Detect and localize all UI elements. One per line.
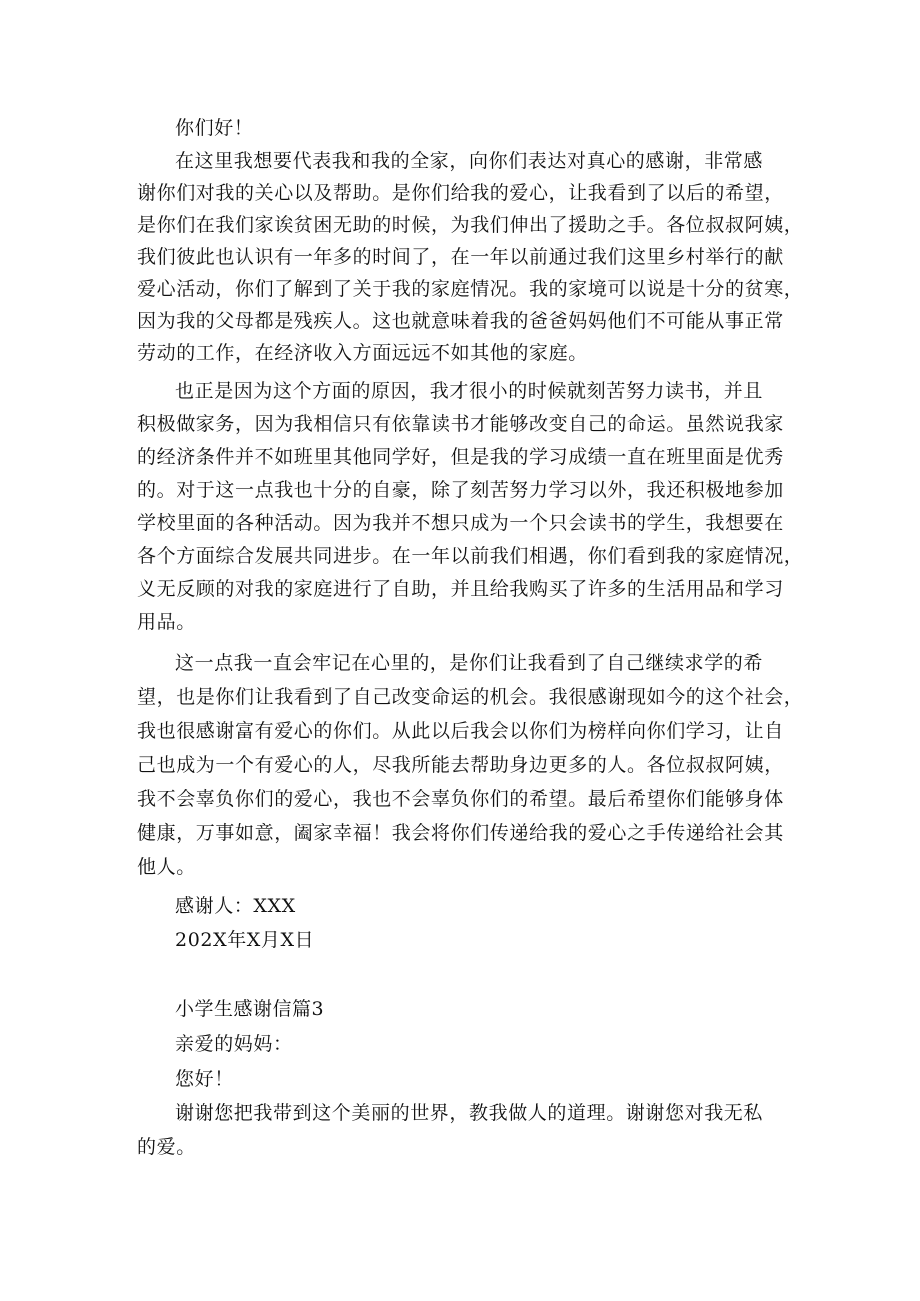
paragraph-line: 谢谢您把我带到这个美丽的世界，教我做人的道理。谢谢您对我无私 [175, 1102, 764, 1124]
letter-greeting: 您好！ [175, 1068, 234, 1090]
signature: 感谢人：XXX [175, 895, 296, 917]
paragraph-line: 是你们在我们家诶贫困无助的时候，为我们伸出了援助之手。各位叔叔阿姨， [137, 214, 804, 236]
paragraph-line: 学校里面的各种活动。因为我并不想只成为一个只会读书的学生，我想要在 [137, 512, 784, 534]
paragraph-line: 因为我的父母都是残疾人。这也就意味着我的爸爸妈妈他们不可能从事正常 [137, 310, 784, 332]
paragraph-line: 我不会辜负你们的爱心，我也不会辜负你们的希望。最后希望你们能够身体 [137, 788, 784, 810]
salutation: 亲爱的妈妈： [175, 1033, 293, 1055]
section-title: 小学生感谢信篇3 [175, 998, 325, 1020]
paragraph-line: 劳动的工作，在经济收入方面远远不如其他的家庭。 [137, 342, 588, 364]
date: 202X年X月X日 [175, 929, 315, 951]
paragraph-line: 望，也是你们让我看到了自己改变命运的机会。我很感谢现如今的这个社会， [137, 686, 804, 708]
paragraph-line: 也正是因为这个方面的原因，我才很小的时候就刻苦努力读书，并且 [175, 380, 764, 402]
paragraph-line: 的经济条件并不如班里其他同学好，但是我的学习成绩一直在班里面是优秀 [137, 446, 784, 468]
paragraph-line: 用品。 [137, 611, 196, 633]
paragraph-line: 在这里我想要代表我和我的全家，向你们表达对真心的感谢，非常感 [175, 150, 764, 172]
paragraph-line: 的爱。 [137, 1136, 196, 1158]
paragraph-line: 我也很感谢富有爱心的你们。从此以后我会以你们为榜样向你们学习，让自 [137, 720, 784, 742]
letter-greeting: 你们好！ [175, 117, 254, 139]
paragraph-line: 各个方面综合发展共同进步。在一年以前我们相遇，你们看到我的家庭情况， [137, 545, 804, 567]
paragraph-line: 的。对于这一点我也十分的自豪，除了刻苦努力学习以外，我还积极地参加 [137, 479, 784, 501]
paragraph-line: 义无反顾的对我的家庭进行了自助，并且给我购买了许多的生活用品和学习 [137, 578, 784, 600]
paragraph-line: 积极做家务，因为我相信只有依靠读书才能够改变自己的命运。虽然说我家 [137, 413, 784, 435]
paragraph-line: 谢你们对我的关心以及帮助。是你们给我的爱心，让我看到了以后的希望， [137, 182, 784, 204]
paragraph-line: 健康，万事如意，阖家幸福！我会将你们传递给我的爱心之手传递给社会其 [137, 822, 784, 844]
paragraph-line: 我们彼此也认识有一年多的时间了，在一年以前通过我们这里乡村举行的献 [137, 246, 784, 268]
paragraph-line: 己也成为一个有爱心的人，尽我所能去帮助身边更多的人。各位叔叔阿姨， [137, 754, 784, 776]
paragraph-line: 爱心活动，你们了解到了关于我的家庭情况。我的家境可以说是十分的贫寒， [137, 278, 804, 300]
paragraph-line: 这一点我一直会牢记在心里的，是你们让我看到了自己继续求学的希 [175, 652, 764, 674]
paragraph-line: 他人。 [137, 856, 196, 878]
